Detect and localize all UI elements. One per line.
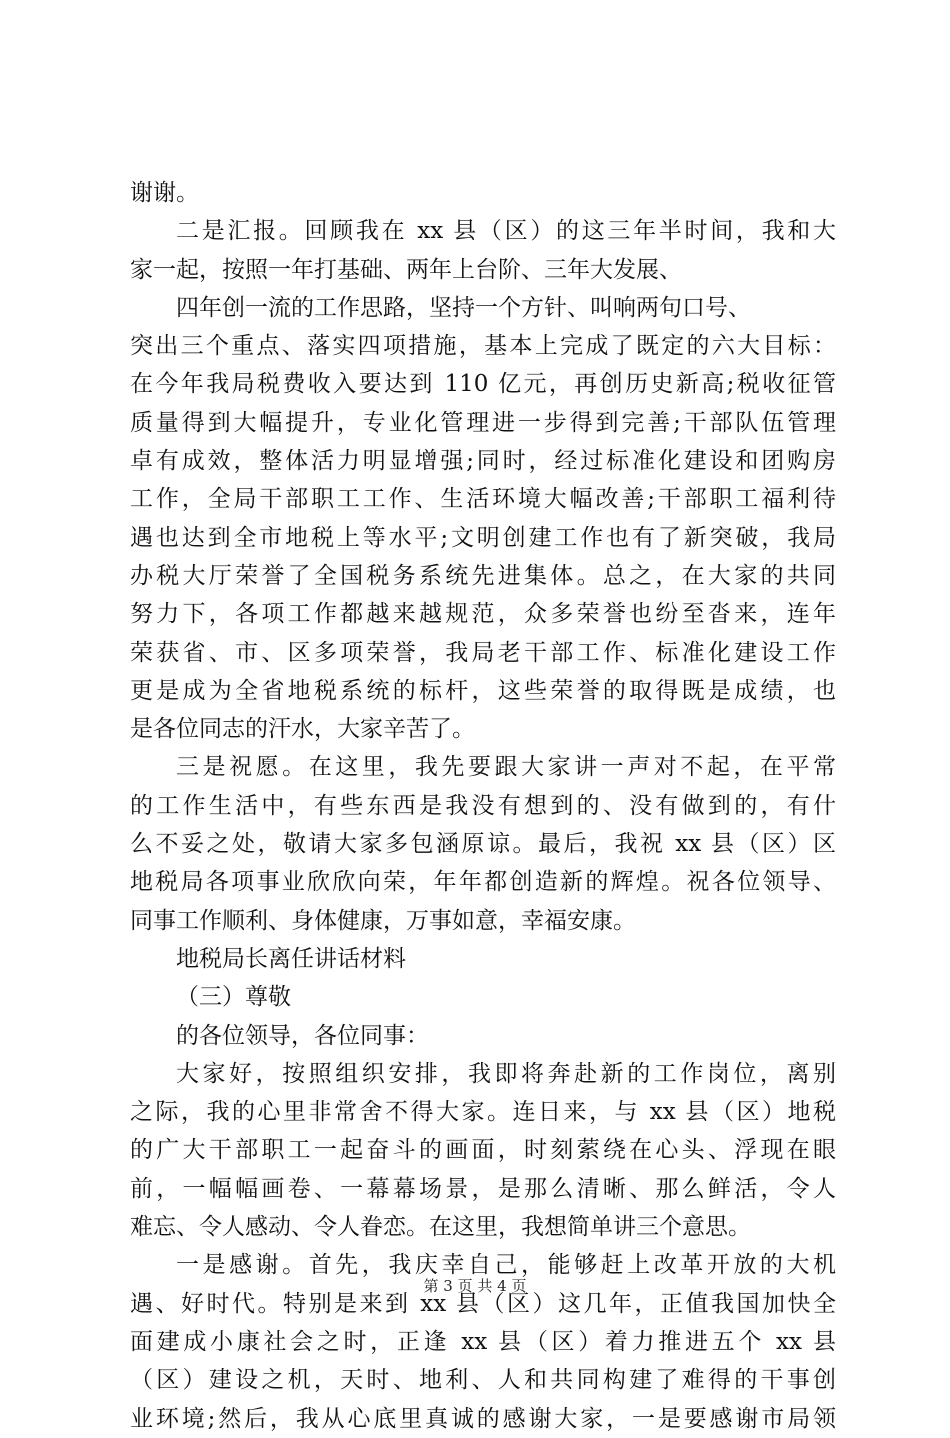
text-line	[130, 404, 836, 442]
page-number: 第 3 页 共 4 页	[423, 1277, 527, 1295]
text-line-content: 遇也达到全市地税上等水平;文明创建工作也有了新突破，我局	[130, 524, 836, 551]
text-line-content: 地税局长离任讲话材料	[176, 945, 406, 972]
text-line	[130, 557, 836, 595]
text-line	[130, 1131, 836, 1169]
text-line-content: 更是成为全省地税系统的标杆，这些荣誉的取得既是成绩，也	[130, 677, 836, 704]
text-line-content: 之际，我的心里非常舍不得大家。连日来，与 xx 县（区）地税	[130, 1099, 836, 1126]
text-line	[130, 519, 836, 557]
page-footer	[0, 1276, 950, 1296]
text-line-content: 遇、好时代。特别是来到 xx 县（区）这几年，正值我国加快全	[130, 1290, 836, 1317]
text-line	[130, 1093, 836, 1131]
text-line-content: 办税大厅荣誉了全国税务系统先进集体。总之，在大家的共同	[130, 562, 836, 589]
text-line	[130, 1400, 836, 1438]
text-line-content: 四年创一流的工作思路，坚持一个方针、叫响两句口号、	[176, 294, 751, 321]
text-line	[130, 1361, 836, 1399]
text-line	[130, 212, 836, 250]
text-line	[130, 442, 836, 480]
text-line	[130, 174, 836, 212]
text-line-content: 同事工作顺利、身体健康，万事如意，幸福安康。	[130, 907, 636, 934]
text-line	[130, 289, 836, 327]
text-line-content: （区）建设之机，天时、地利、人和共同构建了难得的干事创	[130, 1367, 836, 1394]
text-line-content: 努力下，各项工作都越来越规范，众多荣誉也纷至沓来，连年	[130, 601, 836, 628]
salutation	[130, 1017, 836, 1055]
text-line	[130, 1323, 836, 1361]
text-line	[130, 634, 836, 672]
text-line	[130, 480, 836, 518]
text-line-content: 业环境;然后，我从心底里真诚的感谢大家，一是要感谢市局领	[130, 1405, 836, 1432]
section-title	[130, 940, 836, 978]
text-line	[130, 748, 836, 786]
section-number	[130, 978, 836, 1016]
text-line-content: 卓有成效，整体活力明显增强;同时，经过标准化建设和团购房	[130, 448, 836, 475]
text-line-content: 是各位同志的汗水，大家辛苦了。	[130, 716, 475, 743]
text-line-content: 么不妥之处，敬请大家多包涵原谅。最后，我祝 xx 县（区）区	[130, 831, 836, 858]
text-line	[130, 251, 836, 289]
text-line-content: 的广大干部职工一起奋斗的画面，时刻萦绕在心头、浮现在眼	[130, 1137, 836, 1164]
text-line-content: 三是祝愿。在这里，我先要跟大家讲一声对不起，在平常	[176, 754, 836, 781]
text-line-content: 地税局各项事业欣欣向荣，年年都创造新的辉煌。祝各位领导、	[130, 869, 836, 896]
text-line	[130, 1208, 836, 1246]
text-line-content: 的工作生活中，有些东西是我没有想到的、没有做到的，有什	[130, 792, 836, 819]
text-line-content: 难忘、令人感动、令人眷恋。在这里，我想简单讲三个意思。	[130, 1214, 751, 1241]
document-body	[130, 174, 836, 1438]
text-line	[130, 1170, 836, 1208]
text-line-content: 的各位领导，各位同事：	[176, 1022, 429, 1049]
text-line	[130, 672, 836, 710]
text-line	[130, 902, 836, 940]
text-line-content: 在今年我局税费收入要达到 110 亿元，再创历史新高;税收征管	[130, 371, 836, 398]
text-line-content: 突出三个重点、落实四项措施，基本上完成了既定的六大目标：	[130, 333, 836, 360]
text-line	[130, 710, 836, 748]
text-line-content: 荣获省、市、区多项荣誉，我局老干部工作、标准化建设工作	[130, 639, 836, 666]
text-line-content: 谢谢。	[130, 180, 199, 206]
text-line	[130, 787, 836, 825]
text-line-content: 家一起，按照一年打基础、两年上台阶、三年大发展、	[130, 256, 682, 283]
text-line	[130, 595, 836, 633]
text-line-content: 大家好，按照组织安排，我即将奔赴新的工作岗位，离别	[176, 1060, 836, 1087]
text-line-content: （三）尊敬	[176, 984, 291, 1011]
text-line-content: 前，一幅幅画卷、一幕幕场景，是那么清晰、那么鲜活，令人	[130, 1175, 836, 1202]
text-line-content: 工作，全局干部职工工作、生活环境大幅改善;干部职工福利待	[130, 486, 836, 513]
text-line	[130, 825, 836, 863]
text-line-content: 二是汇报。回顾我在 xx 县（区）的这三年半时间，我和大	[176, 218, 836, 245]
text-line-content: 质量得到大幅提升，专业化管理进一步得到完善;干部队伍管理	[130, 409, 836, 436]
text-line	[130, 327, 836, 365]
text-line	[130, 1055, 836, 1093]
text-line-content: 一是感谢。首先，我庆幸自己，能够赶上改革开放的大机	[176, 1252, 836, 1279]
text-line-content: 面建成小康社会之时，正逢 xx 县（区）着力推进五个 xx 县	[130, 1328, 836, 1355]
text-line	[130, 863, 836, 901]
text-line	[130, 365, 836, 403]
